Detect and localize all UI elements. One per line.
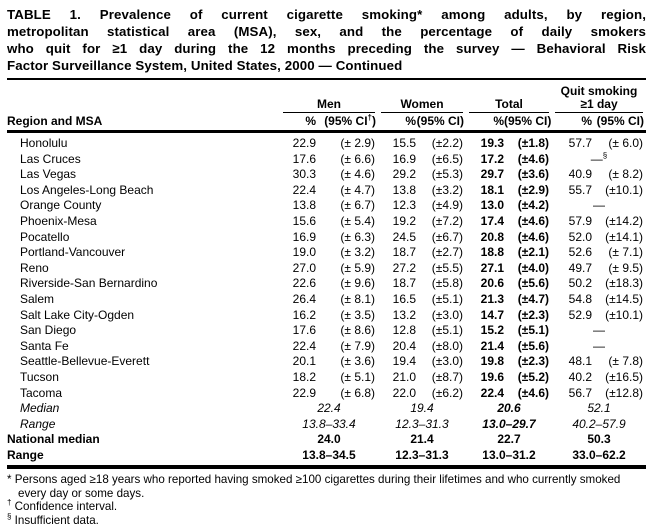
summary-value-cell: 50.3	[587, 432, 611, 447]
table-row	[7, 276, 646, 292]
men-ci-cell: (± 8.1)	[340, 291, 375, 306]
quit-ci-cell: (±10.1)	[605, 182, 644, 197]
total-ci-cell: (±4.6)	[517, 213, 549, 228]
quit-pct-cell: 40.9	[568, 167, 592, 182]
total-ci-cell: (±4.7)	[517, 291, 549, 306]
women-pct-header: %	[378, 113, 416, 132]
quit-pct-cell: 52.0	[568, 229, 592, 244]
quit-ci-cell: (± 9.5)	[608, 260, 644, 275]
footnote-marker: *	[7, 473, 12, 487]
men-ci-cell: (± 4.7)	[340, 182, 375, 197]
total-pct-header: %	[466, 113, 504, 132]
women-pct-cell: 29.2	[392, 167, 416, 182]
quit-ci-cell: (±10.1)	[605, 307, 644, 322]
quit-ci-cell: (±18.3)	[605, 276, 644, 291]
men-pct-cell: 20.1	[292, 354, 316, 369]
quit-pct-header: %	[552, 113, 592, 132]
total-ci-header: (95% CI)	[504, 113, 552, 132]
men-pct-cell: 18.2	[292, 369, 316, 384]
region-header-spacer	[7, 85, 280, 113]
table-row	[7, 386, 646, 402]
women-ci-cell: (±5.1)	[431, 323, 463, 338]
table-row	[7, 132, 646, 152]
men-ci-cell: (± 9.6)	[340, 276, 375, 291]
women-pct-cell: 12.8	[392, 323, 416, 338]
women-ci-cell: (±6.2)	[431, 385, 463, 400]
column-sub-row	[7, 113, 646, 132]
women-pct-cell: 24.5	[392, 229, 416, 244]
quit-pct-cell: 57.9	[568, 213, 592, 228]
quit-ci-cell: (±14.1)	[605, 229, 644, 244]
footnotes	[7, 473, 646, 527]
summary-value-cell: 22.7	[497, 432, 521, 447]
total-pct-cell: 18.1	[480, 182, 504, 197]
quit-group-label: ≥1 day	[580, 97, 618, 111]
men-pct-cell: 17.6	[292, 151, 316, 166]
men-group-header	[280, 85, 378, 113]
title-line: Factor Surveillance System, United States, 2000 — Continued	[7, 58, 403, 73]
men-pct-cell: 15.6	[292, 213, 316, 228]
men-ci-cell: (± 2.9)	[340, 136, 375, 150]
men-ci-cell: (± 6.3)	[340, 229, 375, 244]
table-row	[7, 183, 646, 199]
women-pct-cell: 13.2	[392, 307, 416, 322]
total-ci-cell: (±4.6)	[517, 151, 549, 166]
women-pct-cell: 16.9	[392, 151, 416, 166]
summary-label-cell: National median	[7, 432, 100, 447]
total-ci-cell: (±2.3)	[517, 354, 549, 369]
quit-pct-cell: 40.2	[568, 369, 592, 384]
women-ci-cell: (±5.8)	[431, 276, 463, 291]
women-ci-cell: (±4.9)	[431, 198, 463, 213]
table-row	[7, 167, 646, 183]
women-ci-cell: (±8.0)	[431, 338, 463, 353]
quit-pct-cell: 54.8	[568, 291, 592, 306]
women-pct-cell: 18.7	[392, 276, 416, 291]
region-header: Region and MSA	[7, 113, 280, 132]
men-ci-cell: (± 3.6)	[340, 354, 375, 369]
women-ci-cell: (±3.0)	[431, 354, 463, 369]
women-ci-cell: (±2.2)	[431, 136, 463, 150]
men-pct-cell: 22.6	[292, 276, 316, 291]
region-cell: Pocatello	[20, 229, 70, 244]
men-ci-cell: (± 5.9)	[340, 260, 375, 275]
summary-value-cell: 13.0–31.2	[466, 448, 552, 468]
women-group-label: Women	[400, 97, 444, 111]
quit-ci-cell: (±14.5)	[605, 291, 644, 306]
total-pct-cell: 19.8	[480, 354, 504, 369]
title-line: TABLE 1. Prevalence of current cigarette smoking* among adults, by region,	[7, 7, 646, 22]
quit-ci-cell: (±14.2)	[605, 213, 644, 228]
region-cell: Tacoma	[20, 385, 63, 400]
women-ci-cell: (±6.5)	[431, 151, 463, 166]
quit-ci-header: (95% CI)	[592, 113, 646, 132]
women-pct-cell: 20.4	[392, 338, 416, 353]
summary-row	[7, 417, 646, 433]
summary-value-cell: 12.3–31.3	[395, 416, 449, 431]
total-pct-cell: 27.1	[480, 260, 504, 275]
total-pct-cell: 21.3	[480, 291, 504, 306]
column-group-row	[7, 85, 646, 113]
summary-value-cell: 13.8–33.4	[302, 416, 356, 431]
total-pct-cell: 22.4	[480, 385, 504, 400]
total-ci-cell: (±5.6)	[517, 276, 549, 291]
footnote: * Persons aged ≥18 years who reported having smoked ≥100 cigarettes during their lifetimes and who currently smoked every day or some days.	[7, 473, 621, 500]
women-ci-cell: (±8.7)	[431, 369, 463, 384]
total-pct-cell: 21.4	[480, 338, 504, 353]
quit-pct-cell: 52.6	[568, 245, 592, 260]
table-row	[7, 323, 646, 339]
total-ci-cell: (±4.2)	[517, 198, 549, 213]
men-pct-cell: 30.3	[292, 167, 316, 182]
men-pct-cell: 27.0	[292, 260, 316, 275]
women-pct-cell: 16.5	[392, 291, 416, 306]
summary-row	[7, 432, 646, 448]
total-ci-cell: (±4.6)	[517, 385, 549, 400]
table-row	[7, 214, 646, 230]
men-ci-cell: (± 3.5)	[340, 307, 375, 322]
quit-missing-cell: —	[593, 338, 605, 353]
men-pct-cell: 17.6	[292, 323, 316, 338]
region-cell: Salem	[20, 291, 55, 306]
quit-ci-cell: (± 7.8)	[608, 354, 644, 369]
women-ci-cell: (±5.1)	[431, 291, 463, 306]
region-cell: Salt Lake City-Ogden	[20, 307, 135, 322]
total-ci-cell: (±2.1)	[517, 245, 549, 260]
region-cell: Tucson	[20, 369, 59, 384]
summary-label-cell: Range	[20, 416, 56, 431]
total-pct-cell: 19.3	[480, 136, 504, 150]
summary-value-cell: 13.0–29.7	[482, 416, 536, 431]
total-ci-cell: (±5.6)	[517, 338, 549, 353]
summary-value-cell: 20.6	[497, 401, 521, 416]
total-pct-cell: 13.0	[480, 198, 504, 213]
table-body	[7, 132, 646, 468]
smoking-prevalence-table	[7, 85, 646, 469]
total-pct-cell: 14.7	[480, 307, 504, 322]
quit-missing-cell: —	[593, 198, 605, 213]
men-pct-cell: 16.9	[292, 229, 316, 244]
table-row	[7, 198, 646, 214]
total-ci-cell: (±3.6)	[517, 167, 549, 182]
quit-pct-cell: 50.2	[568, 276, 592, 291]
total-pct-cell: 19.6	[480, 369, 504, 384]
total-pct-cell: 15.2	[480, 323, 504, 338]
table-row	[7, 308, 646, 324]
table-title	[7, 6, 646, 74]
total-ci-cell: (±5.2)	[517, 369, 549, 384]
women-ci-cell: (±5.5)	[431, 260, 463, 275]
title-line: who quit for ≥1 day during the 12 months preceding the survey — Behavioral Risk	[7, 41, 646, 56]
men-ci-cell: (± 8.6)	[340, 323, 375, 338]
table-row	[7, 292, 646, 308]
summary-value-cell: 22.4	[317, 401, 341, 416]
quit-pct-cell: 57.7	[568, 136, 592, 150]
summary-label-cell: Range	[7, 448, 280, 468]
summary-value-cell: 40.2–57.9	[572, 416, 626, 431]
women-pct-cell: 27.2	[392, 260, 416, 275]
footnote-marker: §	[7, 512, 12, 522]
men-ci-cell: (± 7.9)	[340, 338, 375, 353]
quit-group-label-top: Quit smoking	[560, 84, 638, 98]
women-pct-cell: 19.2	[392, 213, 416, 228]
quit-missing-cell: —	[593, 323, 605, 338]
region-cell: Las Vegas	[20, 167, 77, 182]
summary-row	[7, 448, 646, 468]
men-ci-header: (95% CI†)	[316, 113, 378, 132]
men-ci-cell: (± 6.7)	[340, 198, 375, 213]
region-cell: Honolulu	[20, 136, 68, 150]
total-pct-cell: 17.4	[480, 213, 504, 228]
total-group-label: Total	[495, 97, 523, 111]
quit-missing-cell: —§	[590, 150, 608, 166]
summary-value-cell: 12.3–31.3	[378, 448, 466, 468]
men-pct-cell: 13.8	[292, 198, 316, 213]
footnote: § Insufficient data.	[7, 512, 99, 527]
total-ci-cell: (±4.6)	[517, 229, 549, 244]
women-ci-cell: (±3.0)	[431, 307, 463, 322]
men-pct-cell: 22.4	[292, 338, 316, 353]
quit-pct-cell: 52.9	[568, 307, 592, 322]
title-line: metropolitan statistical area (MSA), sex, and the percentage of daily smokers	[7, 24, 646, 39]
region-cell: Orange County	[20, 198, 102, 213]
region-cell: Seattle-Bellevue-Everett	[20, 354, 150, 369]
men-group-label: Men	[317, 97, 341, 111]
men-ci-cell: (± 4.6)	[340, 167, 375, 182]
women-pct-cell: 22.0	[392, 385, 416, 400]
women-ci-cell: (±7.2)	[431, 213, 463, 228]
total-ci-cell: (±2.9)	[517, 182, 549, 197]
summary-row	[7, 401, 646, 417]
region-cell: Riverside-San Bernardino	[20, 276, 158, 291]
men-pct-cell: 19.0	[292, 245, 316, 260]
quit-pct-cell: 55.7	[568, 182, 592, 197]
summary-value-cell: 24.0	[317, 432, 341, 447]
table-row	[7, 152, 646, 168]
women-pct-cell: 13.8	[392, 182, 416, 197]
summary-value-cell: 33.0–62.2	[552, 448, 646, 468]
summary-value-cell: 13.8–34.5	[280, 448, 378, 468]
total-ci-cell: (±4.0)	[517, 260, 549, 275]
quit-ci-cell: (± 7.1)	[608, 245, 644, 260]
table-row	[7, 370, 646, 386]
total-ci-cell: (±2.3)	[517, 307, 549, 322]
men-ci-cell: (± 6.8)	[340, 385, 375, 400]
women-group-header	[378, 85, 466, 113]
women-ci-cell: (±3.2)	[431, 182, 463, 197]
women-pct-cell: 19.4	[392, 354, 416, 369]
women-pct-cell: 21.0	[392, 369, 416, 384]
summary-label-cell: Median	[20, 401, 60, 416]
footnote: † Confidence interval.	[7, 498, 118, 514]
quit-group-header	[552, 85, 646, 113]
summary-value-cell: 19.4	[410, 401, 434, 416]
women-ci-cell: (±2.7)	[431, 245, 463, 260]
total-ci-cell: (±1.8)	[517, 136, 549, 150]
table-row	[7, 245, 646, 261]
total-group-header	[466, 85, 552, 113]
summary-value-cell: 21.4	[410, 432, 434, 447]
table-row	[7, 261, 646, 277]
region-cell: Portland-Vancouver	[20, 245, 126, 260]
quit-pct-cell: 56.7	[568, 385, 592, 400]
quit-pct-cell: 48.1	[568, 354, 592, 369]
men-pct-cell: 22.9	[292, 136, 316, 150]
quit-pct-cell: 49.7	[568, 260, 592, 275]
men-ci-cell: (± 5.4)	[340, 213, 375, 228]
men-pct-cell: 16.2	[292, 307, 316, 322]
men-ci-cell: (± 6.6)	[340, 151, 375, 166]
region-cell: San Diego	[20, 323, 77, 338]
total-pct-cell: 17.2	[480, 151, 504, 166]
region-cell: Phoenix-Mesa	[20, 213, 97, 228]
region-cell: Reno	[20, 260, 49, 275]
region-cell: Las Cruces	[20, 151, 81, 166]
table-row	[7, 230, 646, 246]
men-ci-cell: (± 3.2)	[340, 245, 375, 260]
total-ci-cell: (±5.1)	[517, 323, 549, 338]
men-ci-cell: (± 5.1)	[340, 369, 375, 384]
quit-ci-cell: (±16.5)	[605, 369, 644, 384]
total-pct-cell: 20.8	[480, 229, 504, 244]
quit-ci-cell: (± 6.0)	[608, 136, 644, 150]
men-pct-cell: 22.4	[292, 182, 316, 197]
quit-ci-cell: (± 8.2)	[608, 167, 644, 182]
region-cell: Los Angeles-Long Beach	[20, 182, 154, 197]
women-pct-cell: 12.3	[392, 198, 416, 213]
footnote-marker: †	[7, 498, 12, 508]
women-pct-cell: 18.7	[392, 245, 416, 260]
quit-ci-cell: (±12.8)	[605, 385, 644, 400]
women-ci-cell: (±5.3)	[431, 167, 463, 182]
women-pct-cell: 15.5	[392, 136, 416, 150]
summary-value-cell: 52.1	[587, 401, 611, 416]
title-rule	[7, 78, 646, 80]
region-cell: Santa Fe	[20, 338, 69, 353]
total-pct-cell: 29.7	[480, 167, 504, 182]
men-pct-cell: 22.9	[292, 385, 316, 400]
table-row	[7, 339, 646, 355]
men-pct-cell: 26.4	[292, 291, 316, 306]
table-row	[7, 354, 646, 370]
women-ci-header: (95% CI)	[416, 113, 466, 132]
total-pct-cell: 20.6	[480, 276, 504, 291]
women-ci-cell: (±6.7)	[431, 229, 463, 244]
total-pct-cell: 18.8	[480, 245, 504, 260]
men-pct-header: %	[280, 113, 316, 132]
